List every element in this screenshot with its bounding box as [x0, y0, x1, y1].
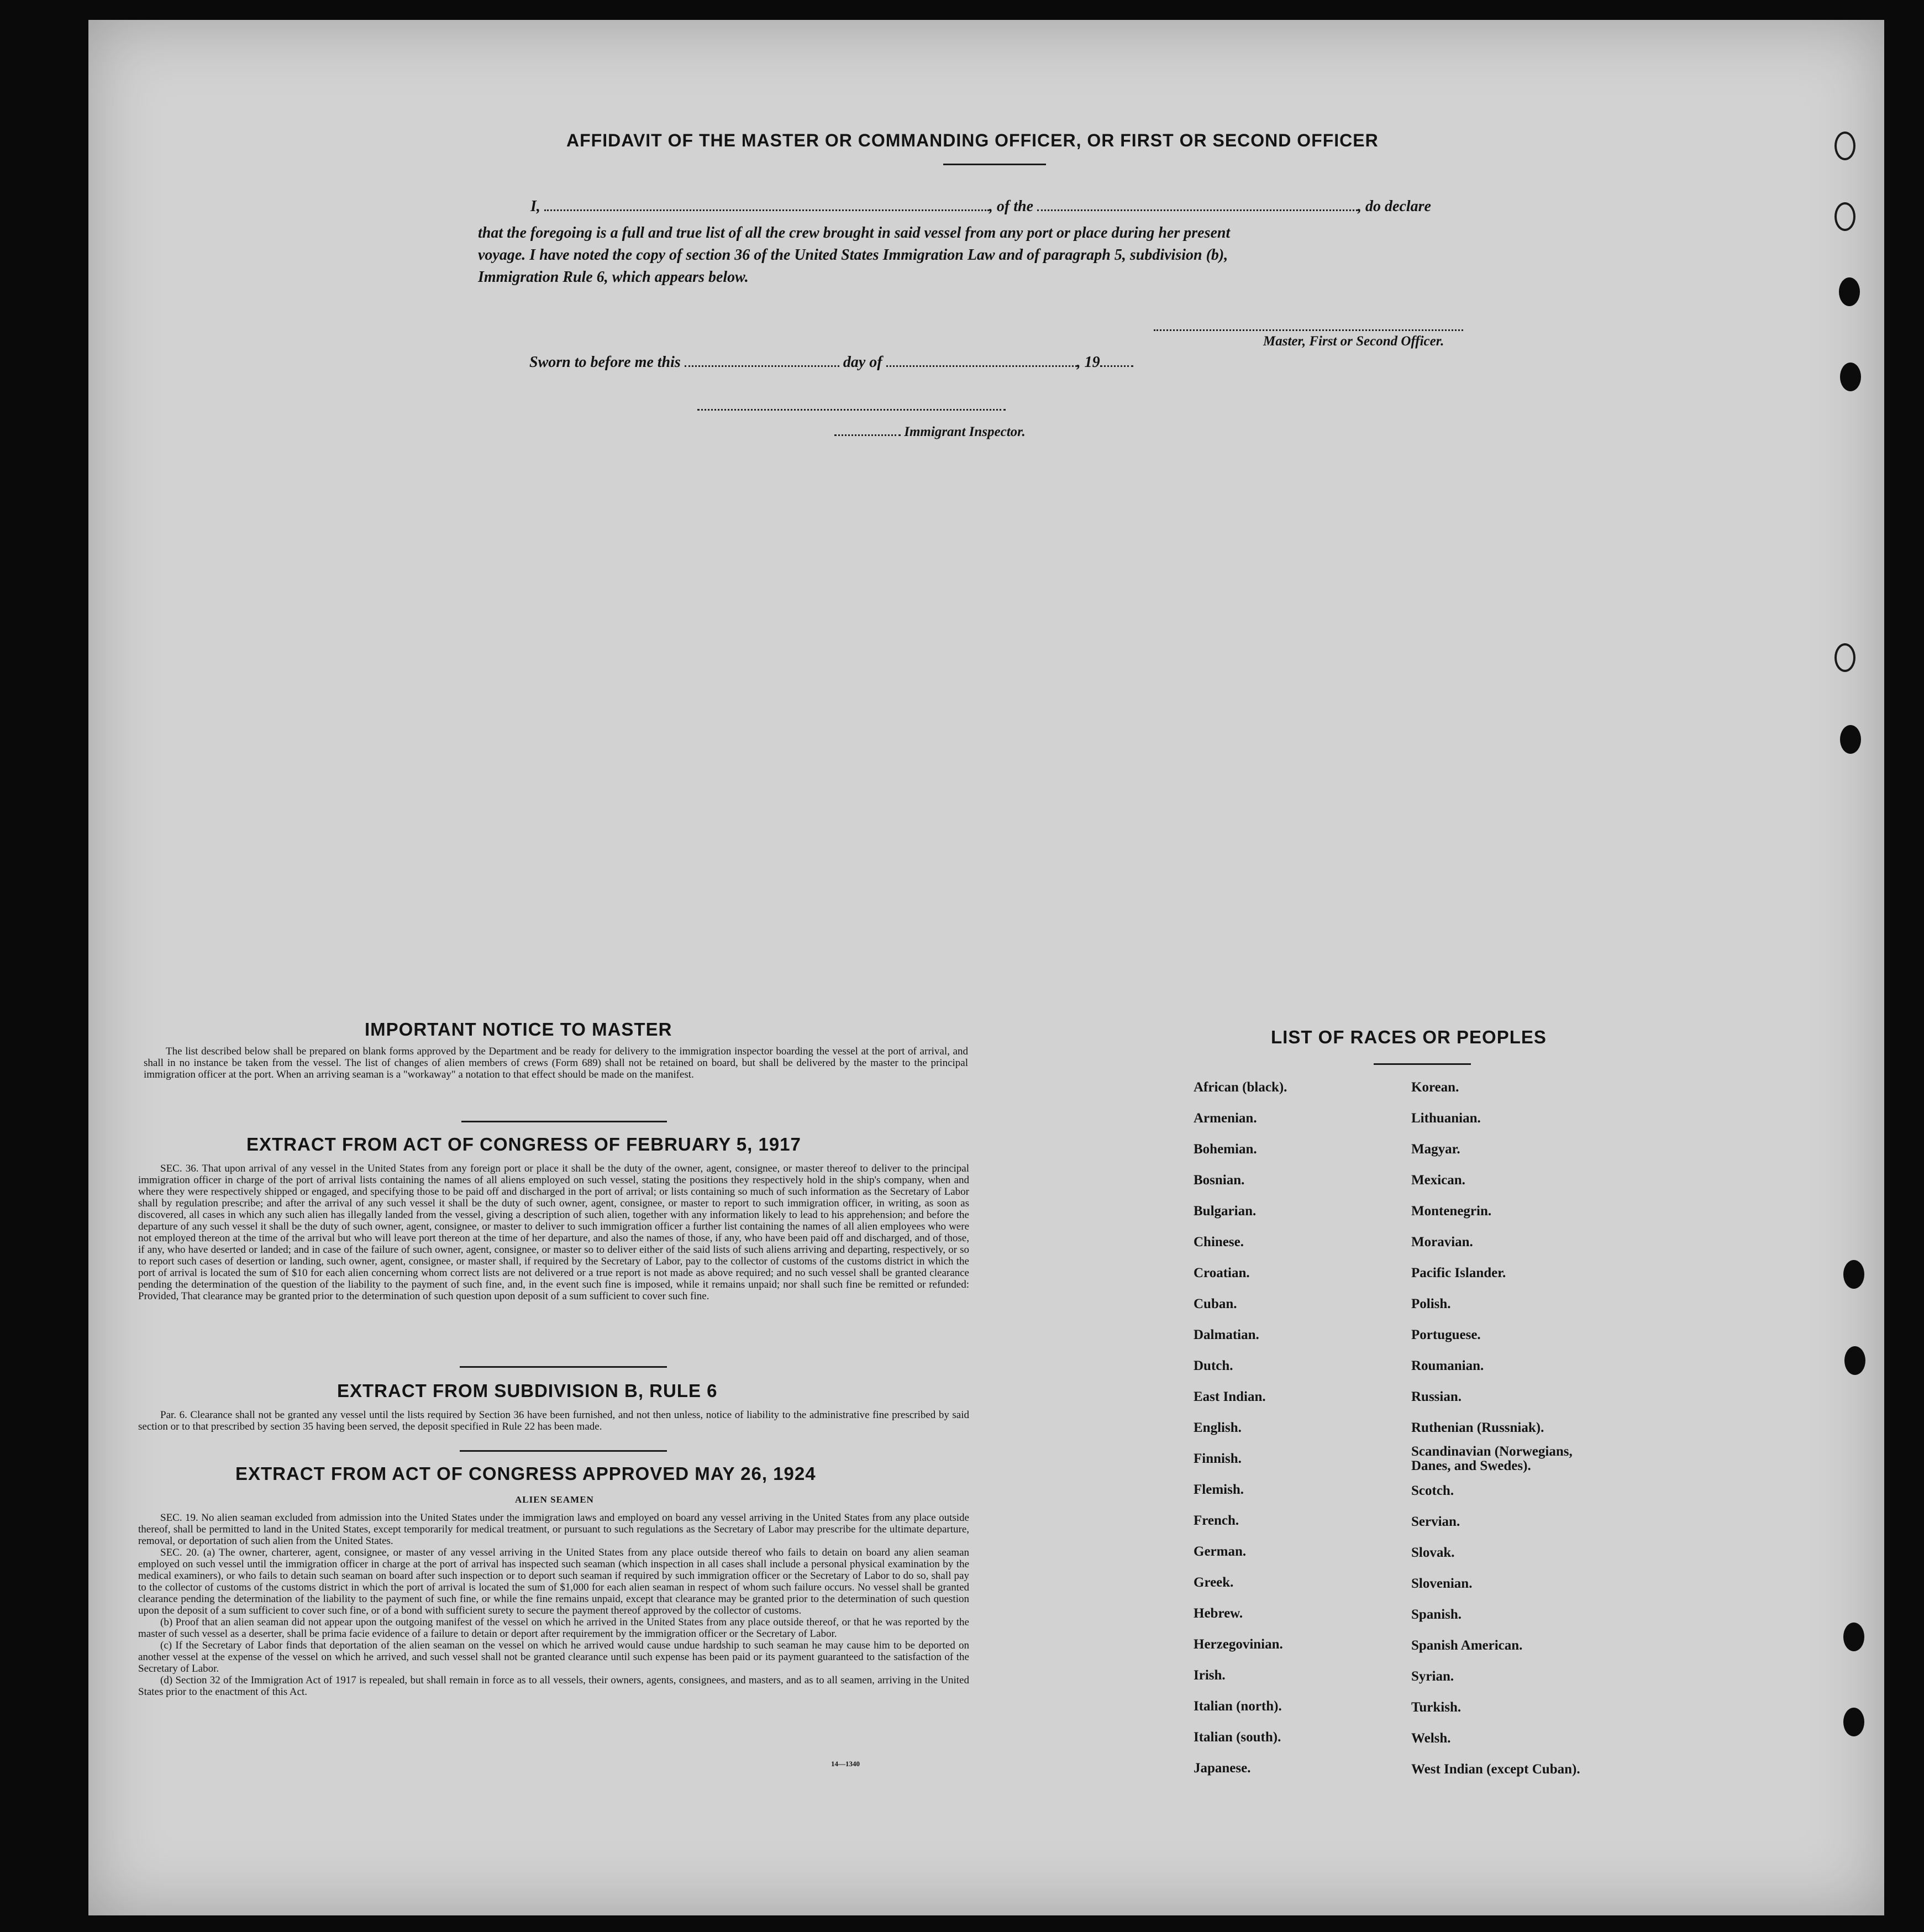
- race-item: English.: [1194, 1420, 1242, 1435]
- affidavit-line3: voyage. I have noted the copy of section 36 of the United States Immigration Law and of paragraph 5, subdivision (b),: [478, 246, 1228, 264]
- races-title: LIST OF RACES OR PEOPLES: [1271, 1027, 1547, 1047]
- binder-hole: [1839, 277, 1860, 306]
- sec19-paragraph: SEC. 19. No alien seaman excluded from admission into the United States under the immigration laws and employed on board any vessel arriving in the United States from any place outside thereof, shall be permitted to land in the United States, except temporarily for medical treatment, or pursuant to such regulations as the Secretary of Labor may prescribe for the ultimate departure, removal, or deportation of such alien from the United States.: [138, 1512, 969, 1547]
- sworn-year-blank: [1100, 365, 1133, 367]
- section-rule: [460, 1450, 667, 1452]
- races-right-column: [1411, 1072, 1594, 1785]
- vessel-blank: [1037, 209, 1358, 211]
- binder-hole: [1844, 1346, 1865, 1375]
- race-item: Turkish.: [1411, 1700, 1462, 1715]
- race-item: Roumanian.: [1411, 1358, 1484, 1373]
- line1-mid: , of the: [989, 198, 1034, 215]
- inspector-label: Immigrant Inspector.: [904, 424, 1026, 439]
- race-item: Slovenian.: [1411, 1576, 1473, 1591]
- affidavit-line1: [530, 198, 1431, 216]
- affidavit-line2: that the foregoing is a full and true list of all the crew brought in said vessel from any port or place during her present: [478, 224, 1231, 242]
- sworn-year: , 19: [1076, 354, 1100, 371]
- notice-title: IMPORTANT NOTICE TO MASTER: [365, 1019, 672, 1040]
- inspector-line: [697, 409, 1006, 411]
- extract-1924-title: EXTRACT FROM ACT OF CONGRESS APPROVED MAY 26, 1924: [235, 1463, 816, 1484]
- title-rule: [943, 164, 1046, 165]
- race-item: Dutch.: [1194, 1358, 1233, 1373]
- race-item: Syrian.: [1411, 1669, 1454, 1684]
- races-left-column: [1194, 1072, 1287, 1784]
- race-item: Scandinavian (Norwegians, Danes, and Swedes).: [1411, 1444, 1573, 1473]
- sworn-day: day of: [843, 354, 882, 371]
- sworn-month-blank: [886, 365, 1077, 367]
- race-item: French.: [1194, 1513, 1239, 1528]
- race-item: Japanese.: [1194, 1761, 1251, 1776]
- race-item: Bohemian.: [1194, 1142, 1257, 1157]
- extract-rule6-text: [138, 1409, 969, 1432]
- race-item: Pacific Islander.: [1411, 1266, 1506, 1280]
- race-item: Moravian.: [1411, 1235, 1473, 1250]
- race-item: Magyar.: [1411, 1142, 1460, 1157]
- race-item: Finnish.: [1194, 1451, 1242, 1466]
- binder-hole: [1840, 725, 1861, 754]
- signature-label: Master, First or Second Officer.: [1263, 334, 1444, 349]
- inspector-line-label: [834, 424, 1026, 440]
- race-item: Croatian.: [1194, 1266, 1250, 1280]
- affidavit-title: AFFIDAVIT OF THE MASTER OR COMMANDING OFFICER, OR FIRST OR SECOND OFFICER: [566, 130, 1379, 150]
- race-item: Hebrew.: [1194, 1606, 1243, 1621]
- race-item: Italian (south).: [1194, 1730, 1281, 1745]
- race-item: Irish.: [1194, 1668, 1226, 1683]
- race-item: Spanish.: [1411, 1607, 1462, 1622]
- binder-hole: [1843, 1260, 1864, 1289]
- binder-hole: [1843, 1623, 1864, 1651]
- race-item: Lithuanian.: [1411, 1111, 1481, 1126]
- notice-text: [144, 1046, 968, 1080]
- sec36-paragraph: SEC. 36. That upon arrival of any vessel in the United States from any foreign port or place it shall be the duty of the owner, agent, consignee, or master thereof to deliver to the principal immigration officer in charge of the port of arrival lists containing the names of all aliens employed on such vessel, stating the positions they respectively hold in the ship's company, when and where they were respectively shipped or engaged, and specifying those to be paid off and discharged in the port of arrival; or lists containing so much of such information as the Secretary of Labor shall by regulation prescribe; and after the arrival of any such vessel it shall be the duty of such owner, agent, consignee, or master to report to such immigration officer, in writing, as soon as discovered, all cases in which any such alien has illegally landed from the vessel, giving a description of such alien, together with any information likely to lead to his apprehension; and before the departure of any such vessel it shall be the duty of such owner, agent, consignee, or master to deliver to such immigration officer a further list containing the names of all alien employees who were not employed thereon at the time of the arrival but who will leave port thereon at the time of her departure, and also the names of those, if any, who have been paid off and discharged, and of those, if any, who have deserted or landed; and in case of the failure of such owner, agent, consignee, or master so to deliver either of the said lists of such aliens arriving and departing, respectively, or so to report such cases of desertion or landing, such owner, agent, consignee, or master shall, if required by the Secretary of Labor, pay to the collector of customs of the customs district in which the port of arrival is located the sum of $10 for each alien concerning whom correct lists are not delivered or a true report is not made as above required; and no such vessel shall be granted clearance pending the determination of the question of the liability to the payment of such fine, and, in the event such fine is imposed, while it remains unpaid; nor shall such fine be remitted or refunded: Provided, That clearance may be granted prior to the determination of such question upon deposit of a sum sufficient to cover such fine.: [138, 1163, 969, 1302]
- form-number: 14—1340: [831, 1760, 860, 1768]
- race-item: Chinese.: [1194, 1235, 1244, 1250]
- race-item: Montenegrin.: [1411, 1204, 1492, 1219]
- race-item: Ruthenian (Russniak).: [1411, 1420, 1544, 1435]
- sec20c-paragraph: (c) If the Secretary of Labor finds that deportation of the alien seaman on the vessel on which he arrived would cause undue hardship to such seaman he may cause him to be deported on another vessel at the expense of the vessel on which he arrived, and such vessel shall not be granted clearance until such expense has been paid or its payment guaranteed to the satisfaction of the Secretary of Labor.: [138, 1640, 969, 1674]
- race-item: Bosnian.: [1194, 1173, 1245, 1188]
- alien-seamen-subtitle: ALIEN SEAMEN: [515, 1494, 594, 1505]
- par6-paragraph: Par. 6. Clearance shall not be granted any vessel until the lists required by Section 36 have been furnished, and not then unless, notice of liability to the administrative fine prescribed by said section or to that prescribed by section 35 having been served, the deposit specified in Rule 22 has been made.: [138, 1409, 969, 1432]
- race-item: Slovak.: [1411, 1545, 1455, 1560]
- race-item: Cuban.: [1194, 1296, 1237, 1311]
- race-item: Russian.: [1411, 1389, 1462, 1404]
- race-item: East Indian.: [1194, 1389, 1266, 1404]
- document-sheet: [88, 20, 1884, 1915]
- extract-1924-text: [138, 1512, 969, 1698]
- race-item: Servian.: [1411, 1514, 1460, 1529]
- race-item: Mexican.: [1411, 1173, 1465, 1188]
- race-item: Herzegovinian.: [1194, 1637, 1283, 1652]
- race-item: Scotch.: [1411, 1483, 1454, 1498]
- line1-end: , do declare: [1358, 198, 1431, 215]
- sec20a-paragraph: SEC. 20. (a) The owner, charterer, agent, consignee, or master of any vessel arriving in the United States from any place outside thereof who fails to detain on board any alien seaman employed on such vessel until the immigration officer in charge at the port of arrival has inspected such seaman (which inspection in all cases shall include a personal physical examination by the medical examiners), or who fails to detain such seaman on board after such inspection or to deport such seaman if required by such immigration officer or the Secretary of Labor to do so, shall pay to the collector of customs of the customs district in which the port of arrival is located the sum of $1,000 for each alien seaman in respect of whom such failure occurs. No vessel shall be granted clearance pending the determination of the liability to the payment of such fine, or while the fine remains unpaid, except that clearance may be granted prior to the determination of such question upon the deposit of a sum sufficient to cover such fine, or of a bond with sufficient surety to secure the payment thereof approved by the collector of customs.: [138, 1547, 969, 1616]
- sworn-line: [529, 354, 1133, 371]
- inspector-blank: [834, 434, 901, 436]
- race-item: Flemish.: [1194, 1482, 1244, 1497]
- binder-hole: [1840, 363, 1861, 391]
- affidavit-line4: Immigration Rule 6, which appears below.: [478, 269, 749, 286]
- sec20b-paragraph: (b) Proof that an alien seaman did not appear upon the outgoing manifest of the vessel on which he arrived in the United States from any place outside thereof, or that he was reported by the master of such vessel as a deserter, shall be prima facie evidence of a failure to detain or deport after requirement by the immigration officer or the Secretary of Labor.: [138, 1616, 969, 1640]
- binder-hole: [1834, 202, 1855, 231]
- section-rule: [460, 1366, 667, 1368]
- extract-1917-text: [138, 1163, 969, 1302]
- race-item: Greek.: [1194, 1575, 1234, 1590]
- notice-paragraph: The list described below shall be prepared on blank forms approved by the Department and be ready for delivery to the immigration inspector boarding the vessel at the port of arrival, and shall in no instance be taken from the vessel. The list of changes of alien members of crews (Form 689) shall not be retained on board, but shall be delivered by the master to the principal immigration officer at the port. When an arriving seaman is a "workaway" a notation to that effect should be made on the manifest.: [144, 1046, 968, 1080]
- binder-hole: [1834, 643, 1855, 672]
- section-rule: [461, 1121, 667, 1122]
- binder-hole: [1834, 132, 1855, 160]
- race-item: West Indian (except Cuban).: [1411, 1762, 1580, 1777]
- race-item: African (black).: [1194, 1080, 1287, 1095]
- sec20d-paragraph: (d) Section 32 of the Immigration Act of 1917 is repealed, but shall remain in force as to all vessels, their owners, agents, consignees, and masters, and as to all seamen, arriving in the United States prior to the enactment of this Act.: [138, 1674, 969, 1698]
- sworn-start: Sworn to before me this: [529, 354, 681, 371]
- sworn-day-blank: [685, 365, 839, 367]
- line1-start: I,: [530, 198, 540, 215]
- race-item: Welsh.: [1411, 1731, 1451, 1746]
- race-item: Italian (north).: [1194, 1699, 1282, 1714]
- extract-rule6-title: EXTRACT FROM SUBDIVISION B, RULE 6: [337, 1380, 718, 1401]
- name-blank: [544, 209, 989, 211]
- race-item: Bulgarian.: [1194, 1204, 1257, 1219]
- binder-hole: [1843, 1708, 1864, 1736]
- race-item: Dalmatian.: [1194, 1327, 1259, 1342]
- race-item: Spanish American.: [1411, 1638, 1523, 1653]
- races-rule: [1374, 1063, 1471, 1065]
- race-item: Armenian.: [1194, 1111, 1257, 1126]
- signature-line: [1154, 329, 1463, 331]
- race-item: Polish.: [1411, 1296, 1451, 1311]
- race-item: Portuguese.: [1411, 1327, 1481, 1342]
- race-item: German.: [1194, 1544, 1247, 1559]
- extract-1917-title: EXTRACT FROM ACT OF CONGRESS OF FEBRUARY 5, 1917: [246, 1134, 801, 1154]
- race-item: Korean.: [1411, 1080, 1459, 1095]
